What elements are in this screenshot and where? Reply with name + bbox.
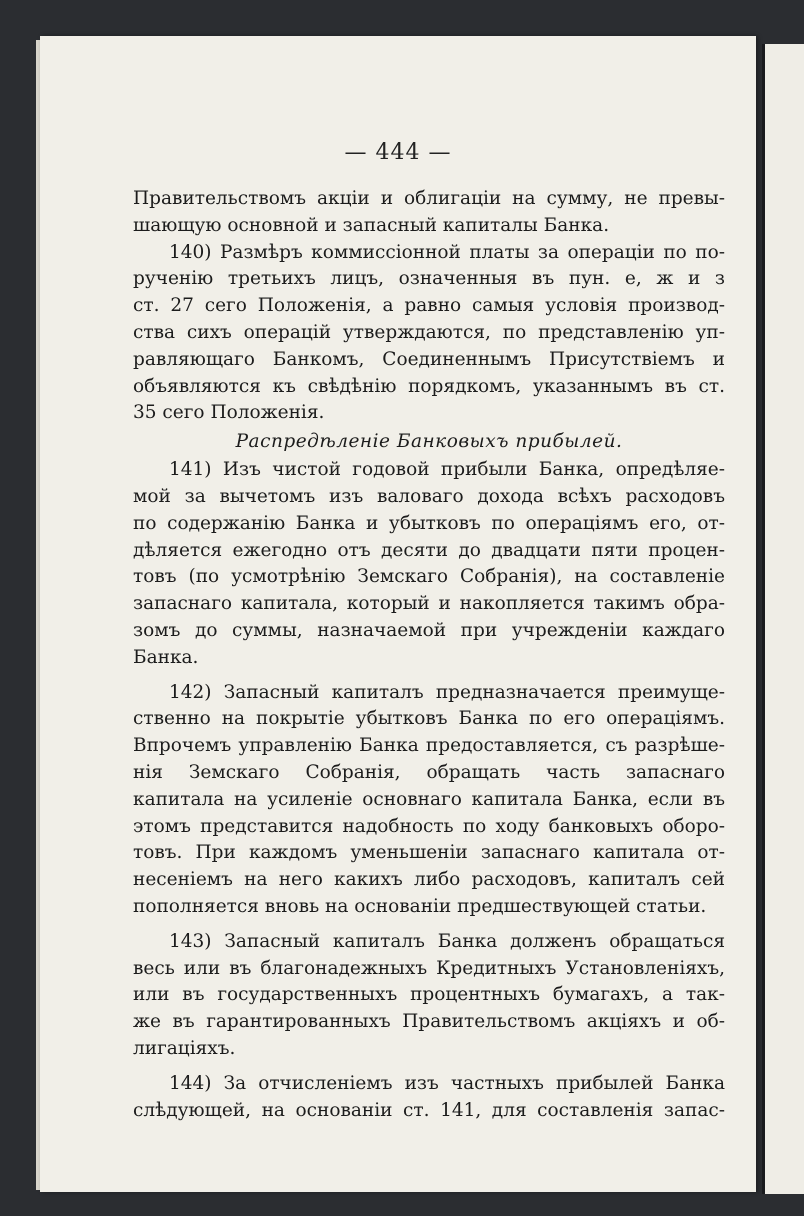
paragraph: [133, 186, 725, 240]
text-line: равляющаго Банкомъ, Соединеннымъ Присутствіемъ и: [133, 348, 725, 370]
text-line: весь или въ благонадежныхъ Кредитныхъ Установленіяхъ,: [133, 957, 725, 979]
text-line: 141) Изъ чистой годовой прибыли Банка, опредѣляе-: [169, 459, 725, 481]
paragraph: [133, 680, 725, 921]
text-line: 143) Запасный капиталъ Банка долженъ обращаться: [169, 930, 725, 952]
text-line: ства сихъ операцій утверждаются, по представленію уп-: [133, 321, 725, 343]
text-line: нія Земскаго Собранія, обращать часть запаснаго: [133, 761, 725, 783]
text-line: Банка.: [133, 646, 199, 668]
text-line: несеніемъ на него какихъ либо расходовъ, капиталъ сей: [133, 869, 725, 891]
text-line: 142) Запасный капиталъ предназначается преимуще-: [169, 681, 725, 703]
text-line: капитала на усиленіе основнаго капитала Банка, если въ: [133, 788, 725, 810]
text-line: объявляются къ свѣдѣнію порядкомъ, указаннымъ въ ст.: [133, 375, 725, 397]
text-line: ст. 27 сего Положенія, а равно самыя условія производ-: [133, 295, 725, 317]
paragraph: [133, 240, 725, 428]
text-line: товъ (по усмотрѣнію Земскаго Собранія), на составленіе: [133, 566, 725, 588]
text-line: мой за вычетомъ изъ валоваго дохода всѣхъ расходовъ: [133, 485, 725, 507]
text-line: слѣдующей, на основаніи ст. 141, для составленія запас-: [133, 1099, 725, 1121]
text-line: 35 сего Положенія.: [133, 402, 325, 424]
page-number: — 444 —: [344, 140, 452, 165]
text-line: Правительствомъ акціи и облигаціи на сумму, не превы-: [133, 188, 725, 209]
text-line: же въ гарантированныхъ Правительствомъ акціяхъ и об-: [133, 1011, 725, 1033]
text-line: лигаціяхъ.: [133, 1037, 236, 1059]
text-line: по содержанію Банка и убытковъ по операціямъ его, от-: [133, 512, 725, 534]
text-line: дѣляется ежегодно отъ десяти до двадцати пяти процен-: [133, 539, 725, 561]
page-text: [133, 186, 725, 1124]
paragraph: [133, 457, 725, 671]
text-line: товъ. При каждомъ уменьшеніи запаснаго капитала от-: [133, 842, 725, 864]
text-line: Впрочемъ управленію Банка предоставляется, съ разрѣше-: [133, 735, 725, 757]
text-line: зомъ до суммы, назначаемой при учрежденіи каждаго: [133, 619, 725, 641]
section-heading: Распредѣленіе Банковыхъ прибылей.: [235, 431, 623, 453]
text-line: пополняется вновь на основаніи предшествующей статьи.: [133, 895, 707, 917]
paragraph-gap: [133, 672, 725, 680]
paragraph-gap: [133, 921, 725, 929]
text-line: ственно на покрытіе убытковъ Банка по его операціямъ.: [133, 708, 725, 730]
adjacent-page-edge: [762, 44, 804, 1194]
text-line: запаснаго капитала, который и накопляется такимъ обра-: [133, 593, 725, 615]
text-line: шающую основной и запасный капиталы Банка.: [133, 214, 610, 236]
paragraph-gap: [133, 1063, 725, 1071]
paragraph: [133, 1071, 725, 1125]
paragraph: [133, 929, 725, 1063]
book-page: [40, 36, 756, 1192]
text-line: этомъ представится надобность по ходу банковыхъ оборо-: [133, 815, 725, 837]
text-line: рученію третьихъ лицъ, означенныя въ пун. е, ж и з: [133, 268, 725, 290]
text-line: или въ государственныхъ процентныхъ бумагахъ, а так-: [133, 984, 725, 1006]
text-line: 140) Размѣръ коммиссіонной платы за операціи по по-: [169, 241, 725, 263]
text-line: 144) За отчисленіемъ изъ частныхъ прибылей Банка: [169, 1072, 725, 1094]
